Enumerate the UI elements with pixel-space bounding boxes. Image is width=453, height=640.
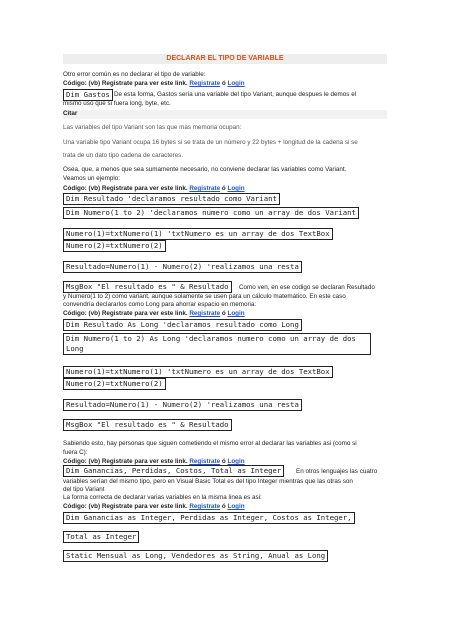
code-label: Código: (vb) Registrate para ver este link. Registrate ó Login: [63, 458, 245, 465]
code-box: Numero(2)=txtNumero(2): [63, 240, 166, 252]
paragraph: variables serían del mismo tipo, pero en Visual Basic Total es del tipo Integer mientras que las otras son: [63, 478, 353, 485]
paragraph: del tipo Variant: [63, 486, 105, 493]
code-box: Dim Ganancias as Integer, Perdidas as Integer, Costos as Integer,: [63, 512, 355, 524]
paragraph: Sabiendo esto, hay personas que siguen cometiendo el mismo error al declarar las variables asi (como si: [63, 440, 357, 447]
paragraph: trata de un dato tipo cadena de caracteres.: [63, 152, 184, 159]
code-box: [63, 333, 371, 355]
login-link[interactable]: Login: [227, 185, 245, 192]
paragraph: convendría declararlos como Long para ahorrar espacio en memoria:: [63, 301, 257, 308]
code-box: Total as Integer: [63, 531, 139, 543]
login-link[interactable]: Login: [227, 503, 245, 510]
or-text: ó: [221, 503, 226, 510]
paragraph: Osea, que, a menos que sea sumamente necesario, no conviene declarar las variables como Variant.: [63, 166, 347, 173]
paragraph: fuera C):: [63, 449, 88, 456]
code-box: Resultado=Numero(1) - Numero(2) 'realizamos una resta: [63, 261, 302, 273]
code-box: Dim Ganancias, Perdidas, Costos, Total as Integer: [63, 465, 284, 477]
paragraph: Veamos un ejemplo:: [63, 175, 121, 182]
code-box: Dim Numero(1 to 2) 'declaramos numero como un array de dos Variant: [63, 207, 359, 219]
code-box: MsgBox "El resultado es " & Resultado: [63, 281, 232, 293]
code-box: Numero(2)=txtNumero(2): [63, 378, 166, 390]
code-line: Long: [66, 344, 84, 353]
paragraph: Una variable tipo Variant ocupa 16 bytes si se trata de un número y 22 bytes + longitud de la cadena si se: [63, 139, 358, 146]
or-text: ó: [221, 80, 226, 87]
or-text: ó: [221, 185, 226, 192]
paragraph: Las variables del tipo Variant son las que mas memoria ocupan:: [63, 124, 242, 131]
code-label: Código: (vb) Registrate para ver este link. Registrate ó Login: [63, 503, 245, 510]
or-text: ó: [221, 458, 226, 465]
code-box: Static Mensual as Long, Vendedores as String, Anual as Long: [63, 550, 328, 562]
code-box: Resultado=Numero(1) - Numero(2) 'realizamos una resta: [63, 399, 302, 411]
code-box: Numero(1)=txtNumero(1) 'txtNumero es un array de dos TextBox: [63, 366, 333, 378]
register-link[interactable]: Registrate: [189, 80, 221, 87]
paragraph: Como ven, en ese codigo se declaran Resultado: [239, 284, 375, 291]
or-text: ó: [221, 310, 226, 317]
code-label: Código: (vb) Registrate para ver este link. Registrate ó Login: [63, 310, 245, 317]
login-link[interactable]: Login: [227, 458, 245, 465]
register-link[interactable]: Registrate: [189, 185, 221, 192]
quote-bar: [63, 110, 387, 119]
paragraph: La forma correcta de declarar varias variables en la misma linea es asi:: [63, 494, 262, 501]
paragraph: mismo uso que si fuera long, byte, etc.: [63, 100, 171, 107]
code-box: Dim Resultado 'declaramos resultado como Variant: [63, 193, 280, 205]
code-box: Dim Resultado As Long 'declaramos resultado como Long: [63, 319, 302, 331]
login-link[interactable]: Login: [227, 80, 245, 87]
code-box: MsgBox "El resultado es " & Resultado: [63, 419, 232, 431]
paragraph: y Numero(1 to 2) como variant, aunque solamente se usen para un cálculo matemático. En este caso: [63, 293, 346, 300]
code-label: Código: (vb) Registrate para ver este link. Registrate ó Login: [63, 185, 245, 192]
code-box: Numero(1)=txtNumero(1) 'txtNumero es un array de dos TextBox: [63, 228, 333, 240]
code-label: Código: (vb) Registrate para ver este link. Registrate ó Login: [63, 80, 245, 87]
paragraph: Otro error común es no declarar el tipo de variable:: [63, 71, 206, 78]
register-link[interactable]: Registrate: [189, 310, 221, 317]
login-link[interactable]: Login: [227, 310, 245, 317]
code-line: Dim Numero(1 to 2) As Long 'declaramos numero como un array de dos: [66, 334, 356, 343]
page-title: DECLARAR EL TIPO DE VARIABLE: [63, 54, 387, 64]
register-link[interactable]: Registrate: [189, 503, 221, 510]
code-line: Dim Gastos: [66, 90, 110, 99]
citar-label: Citar: [63, 110, 78, 117]
paragraph: En otros lenguajes las cuatro: [296, 468, 378, 475]
paragraph: De esta forma, Gastos sería una variable del tipo Variant, aunque despues le demos el: [114, 91, 357, 98]
register-link[interactable]: Registrate: [189, 458, 221, 465]
